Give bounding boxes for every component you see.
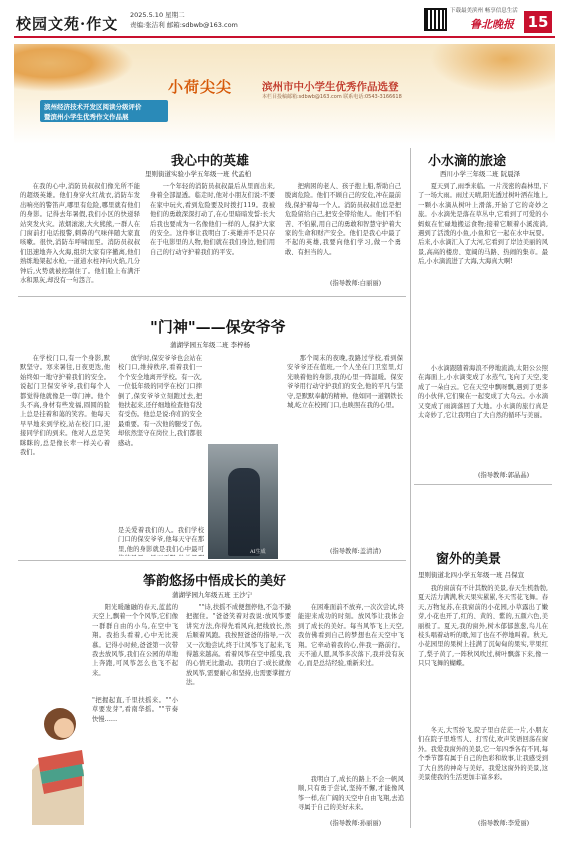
article-body: 阳光暖融融的春天,蓝蓝的天空上,飘着一个个风筝,它们像一群群自由的小鸟,在空中飞翔。我抬头看着,心中无比羡慕。记得小时候,爸爸第一次带我去放风筝,我们在公园的草地上奔跑,可风筝怎么也飞不起来。 — [92, 604, 178, 677]
event-ribbon-line2: 暨滨州小学生优秀作文作品展 — [44, 113, 129, 121]
qr-code-icon — [424, 8, 447, 31]
qr-caption: 下载最美滨州 畅享信息生活 — [450, 8, 518, 14]
girl-illustration — [18, 700, 90, 825]
teacher-credit: (指导教师:郭晶晶) — [478, 472, 530, 479]
photo-caption: AI生成 — [250, 549, 266, 555]
article-title: "门神"——保安爷爷 — [150, 318, 286, 336]
page-number: 15 — [524, 11, 552, 33]
article-body: 我的窗前有不计其数的美景,春天生机勃勃,夏天活力满满,秋天果实累累,冬天雪花飞舞。春天,万物复苏,在我窗前的小花园,小草露出了嫩芽,小花也开了,红的、黄的、紫的,五颜六色,美丽极了。夏天,我的窗外,树木郁郁葱葱,鸟儿在枝头唱着动听的歌,知了也在不停地叫着。秋天,小花园里的果树上挂满了沉甸甸的果实,苹果红了,梨子黄了,一阵秋风吹过,树叶飘落下来,像一只只飞舞的蝴蝶。 — [418, 585, 548, 668]
article-body: ""诗,扶摇不成便想停他,不急不躁把握住。"爸爸笑着对我说:放风筝要讲究方法,你得先看风向,把线放长,然后顺着风跑。我按照爸爸的指导,一次又一次地尝试,终于让风筝飞了起来,飞得越来越高。看着风筝在空中摇曳,我的心情无比激动。我明白了:成长就像放风筝,需要耐心和坚持,也需要掌握方法。 — [186, 604, 291, 687]
event-ribbon-line1: 滨州经济技术开发区阅读分级评价 — [44, 103, 142, 111]
article-body: 一个年轻的消防员叔叔最后从里面出来,身着全部湿透。临走时,他对小朋友们说:不要在家中玩火,看到危险要及时拨打119。我被他们的勇敢深深打动了,在心里暗暗发誓:长大后我也要成为一名像他们一样的人,保护大家的安全。这件事让我明白了:英雄并不是只存在于电影里的人物,他们就在我们身边,他们用自己的行动守护着我们的平安。 — [150, 183, 275, 256]
header-rule — [14, 36, 555, 38]
article-title: 小水滴的旅途 — [428, 154, 507, 169]
section-divider — [18, 296, 406, 297]
article-body: 夏天到了,雨季来临。一片茂密的森林里,下了一场大雨。雨过天晴,阳光透过树叶洒在地上,一颗小水滴从树叶上滑落,开始了它的奇妙之旅。小水滴先是落在草丛中,它看到了可爱的小蚂蚁在忙碌地搬运食物;接着它顺着小溪流淌,遇到了活泼的小鱼,小鱼和它一起在水中玩耍。后来,小水滴汇入了大河,它看到了岸边美丽的风景,高高的楼房、宽阔的马路、热闹的集市。最后,小水滴流进了大海,大海真大啊! — [418, 183, 548, 266]
article-body: 是关爱着我们的人。我们学校门口的保安爷爷,他每天守在那里,他的身影就是我们心中最可 — [118, 527, 204, 553]
editor-line: 责编:张洁利 邮箱:sdbwb@163.com — [130, 21, 238, 29]
article-byline: 蒲湖学园九年级五班 王沙宁 — [172, 591, 253, 599]
article-body: 把病困的老人、孩子抱上船,帮助自己脱离危险。他们不顾自己的安危,冲在最前线,保护着每一个人。消防员叔叔们总是把危险留给自己,把安全带给他人。他们不怕苦、不怕累,用自己的勇敢和智慧守护着大家的生命和财产安全。他们是我心中最了不起的英雄,我要向他们学习,做一个勇敢、有担当的人。 — [285, 183, 401, 256]
article-byline: 西川小学三年级二班 阮晨泽 — [440, 170, 521, 178]
section-divider — [18, 560, 406, 561]
article-body: 在困难面前不放弃,一次次尝试,终能迎来成功的时刻。放风筝让我体会到了成长的美好。每当风筝飞上天空,我仿佛看到自己的梦想也在天空中飞翔。它牵动着我的心,伴我一路前行。天不通人愿,风筝多次落下,我并没有灰心,而是总结经验,重新来过。 — [298, 604, 404, 668]
issue-meta — [130, 10, 238, 30]
article-body: 在我的心中,消防员叔叔们像光所不能的超级英雄。他们身穿火红战衣,消防车发出响亮的警笛声,哪里有危险,哪里就有他们的身影。记得去年暑假,我们小区的快递驿站突发火灾。浓烟滚滚,大火熊熊,一群人在门窗前打电话报警,刺鼻的气味伴随大家直咳嗽。很快,消防车呼啸而至。消防员叔叔们迅速地奔入火海,组织大家有序撤离,他们熟练地架起水枪,一道道水柱冲向火焰,几分钟后,火势就被控制住了。他们脸上布满汗水和黑灰,却没有一句怨言。 — [20, 183, 140, 285]
column-subtitle: 滨州市中小学生优秀作品选登 — [262, 81, 399, 93]
leaf-decoration-icon — [430, 44, 555, 94]
article-title: 我心中的英雄 — [171, 154, 250, 169]
teacher-credit: (指导教师:白丽丽) — [330, 280, 382, 287]
guard-figure — [228, 468, 260, 556]
column-title: 小荷尖尖 — [168, 78, 233, 96]
column-divider — [410, 148, 411, 828]
article-body: 冬天,大雪纷飞,院子里白茫茫一片,小朋友们在院子里堆雪人、打雪仗,欢声笑语回荡在窗外。我爱我窗外的美景,它一年四季各有不同,每个季节都有属于自己的色彩和故事,让我感受到了大自然的神奇与美好。我爱这窗外的美景,这美景使我的生活更加丰富多彩。 — [418, 727, 548, 782]
newspaper-logo: 鲁北晚报 — [470, 18, 514, 31]
article-byline: 里则街道北四小学五年级一班 吕保宣 — [418, 571, 525, 579]
teacher-credit: (指导教师:孙丽丽) — [330, 820, 382, 827]
teacher-credit: (指导教师:盖清清) — [330, 548, 382, 555]
column-contact: 本栏目投稿邮箱:sdbwb@163.com 联系电话:0543-3166618 — [262, 94, 402, 100]
article-body: 小水滴跟随着海浪不停地流淌,太阳公公照在海面上,小水滴变成了水蒸气,飞向了天空,变成了一朵白云。它在天空中飘呀飘,遇到了更多的小伙伴,它们聚在一起变成了大乌云。小水滴又变成了雨滴落回了大地。小水滴的旅行真是太奇妙了,它让我明白了大自然的循环与美丽。 — [418, 365, 548, 420]
section-title: 校园文苑·作文 — [16, 15, 119, 33]
article-body: "把握起直,千里扶摇来。""小草要发芽",看南华摇。""节奏快慢…… — [92, 697, 178, 723]
section-divider — [414, 484, 552, 485]
article-body: 我明白了,成长的路上不会一帆风顺,只有勇于尝试,坚持不懈,才能像风筝一样,在广阔的天空中自由飞翔,去追寻属于自己的美好未来。 — [298, 776, 404, 812]
article-byline: 蒲湖学园五年级二班 李梓杨 — [170, 341, 251, 349]
article-title: 窗外的美景 — [436, 552, 502, 567]
issue-date: 2025.5.10 星期二 — [130, 11, 185, 19]
leaf-decoration-icon — [14, 44, 134, 92]
article-body: 放学时,保安爷爷也会站在校门口,维持秩序,看着我们一个个安全地离开学校。有一次,一位低年级的同学在校门口摔倒了,保安爷爷立刻跑过去,把他扶起来,还仔细地检查他有没有受伤。他总是说:你们的安全最重要。有一次他的腿受了伤,却依然坚守在岗位上,我们都很感动。 — [118, 355, 202, 447]
article-body: 那个周末的夜晚,我路过学校,看到保安爷爷还在值班,一个人坐在门卫室里,灯光映着他的身影,我的心里一阵温暖。保安爷爷用行动守护我们的安全,他的平凡与坚守,是默默奉献的精神。他如同一道钢铁长城,屹立在校园门口,也映照在我的心里。 — [287, 355, 403, 410]
article-body: 在学校门口,有一个身影,默默坚守。寒来暑往,日夜更迭,他始终如一地守护着我们的安全。说起门卫保安爷爷,我们每个人都觉得他就像是一尊门神。他个头不高,身材有些发福,圆圆的脸上总是挂着和蔼的笑容。他每天早早地来到学校,站在校门口,迎接同学们的到来。他对人总是笑眯眯的,总是像长辈一样关心着我们。 — [20, 355, 110, 457]
article-title: 筝韵悠扬中悟成长的美好 — [143, 574, 287, 589]
teacher-credit: (指导教师:李爱丽) — [478, 820, 530, 827]
article-byline: 里则街道实验小学五年级一班 代孟柏 — [145, 170, 252, 178]
